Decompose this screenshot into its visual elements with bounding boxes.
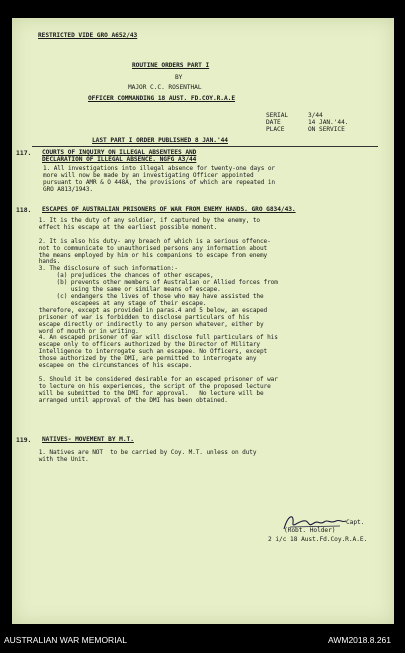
document-title: ROUTINE ORDERS PART I xyxy=(132,62,210,69)
order-number: 119. xyxy=(16,436,32,444)
order-heading: DECLARATION OF ILLEGAL ABSENCE. NGFG A3/44 xyxy=(42,156,197,163)
by-line: BY xyxy=(175,74,183,81)
archive-name: AUSTRALIAN WAR MEMORIAL xyxy=(4,635,127,645)
signatory-position: 2 i/c 18 Aust.Fd.Coy.R.A.E. xyxy=(268,536,368,543)
place-label: PLACE xyxy=(266,126,285,133)
officer-commanding-line: OFFICER COMMANDING 18 AUST. FD.COY.R.A.E xyxy=(88,95,236,102)
order-number: 118. xyxy=(16,206,32,214)
header-divider xyxy=(32,146,378,147)
order-heading: NATIVES- MOVEMENT BY M.T. xyxy=(42,436,134,443)
order-body: 1. All investigations into illegal absence for twenty-one days or more will now be made by an investigating Officer appointed pursuant to AMR & O 448A, the provisions of which are repeated in GRO A813/1943. xyxy=(43,165,275,193)
place-value: ON SERVICE xyxy=(308,126,345,133)
date-value: 14 JAN.'44. xyxy=(308,119,349,126)
order-body: 1. It is the duty of any soldier, if captured by the enemy, to effect his escape at the earliest possible moment. 2. It is also his duty- any breach of which is a serious offence- not to communicate to unauthorised persons any information about the means employed by him or his companions to escape from enemy hands. 3. The disclosure of such information:- (a) prejudices the chances of other escapes, (b) prevents other members of Australian or Allied forces from using the same or similar means of escape. (c) endangers the lives of those who may have assisted the escapees at any stage of their escape. therefore, except as provided in paras.4 and 5 below, an escaped prisoner of war is forbidden to disclose particulars of his escape directly or indirectly to any person whatever, either by word of mouth or in writing. 4. An escaped prisoner of war will disclose full particulars of his escape only to officers authorized by the Director of Military Intelligence to interrogate such an escapee. No Officers, except those authorized by the DMI, are permitted to interrogate any escapee on the circumstances of his escape. 5. Should it be considered desirable for an escaped prisoner of war to lecture on his experiences, the script of the proposed lecture will be submitted to the DMI for approval. No lecture will be arranged until approval of the DMI has been obtained. xyxy=(38,217,278,404)
restricted-reference: RESTRICTED VIDE GRO A652/43 xyxy=(38,32,138,39)
serial-value: 3/44 xyxy=(308,112,323,119)
date-label: DATE xyxy=(266,119,281,126)
order-body: 1. Natives are NOT to be carried by Coy. M.T. unless on duty with the Unit. xyxy=(38,449,257,463)
signature-rank: Capt. xyxy=(346,519,365,526)
officer-name: MAJOR C.C. ROSENTHAL xyxy=(128,84,202,91)
serial-label: SERIAL xyxy=(266,112,289,119)
last-part-published: LAST PART I ORDER PUBLISHED 8 JAN.'44 xyxy=(92,137,228,144)
signatory-name: (Robt. Holder) xyxy=(284,527,336,534)
document-page xyxy=(12,18,394,624)
archive-footer xyxy=(0,626,405,653)
archive-accession-number: AWM2018.8.261 xyxy=(328,635,391,645)
order-heading: COURTS OF INQUIRY ON ILLEGAL ABSENTEES AND xyxy=(42,149,197,156)
order-number: 117. xyxy=(16,149,32,157)
order-heading: ESCAPES OF AUSTRALIAN PRISONERS OF WAR FROM ENEMY HANDS. GRO G834/43. xyxy=(42,206,296,213)
